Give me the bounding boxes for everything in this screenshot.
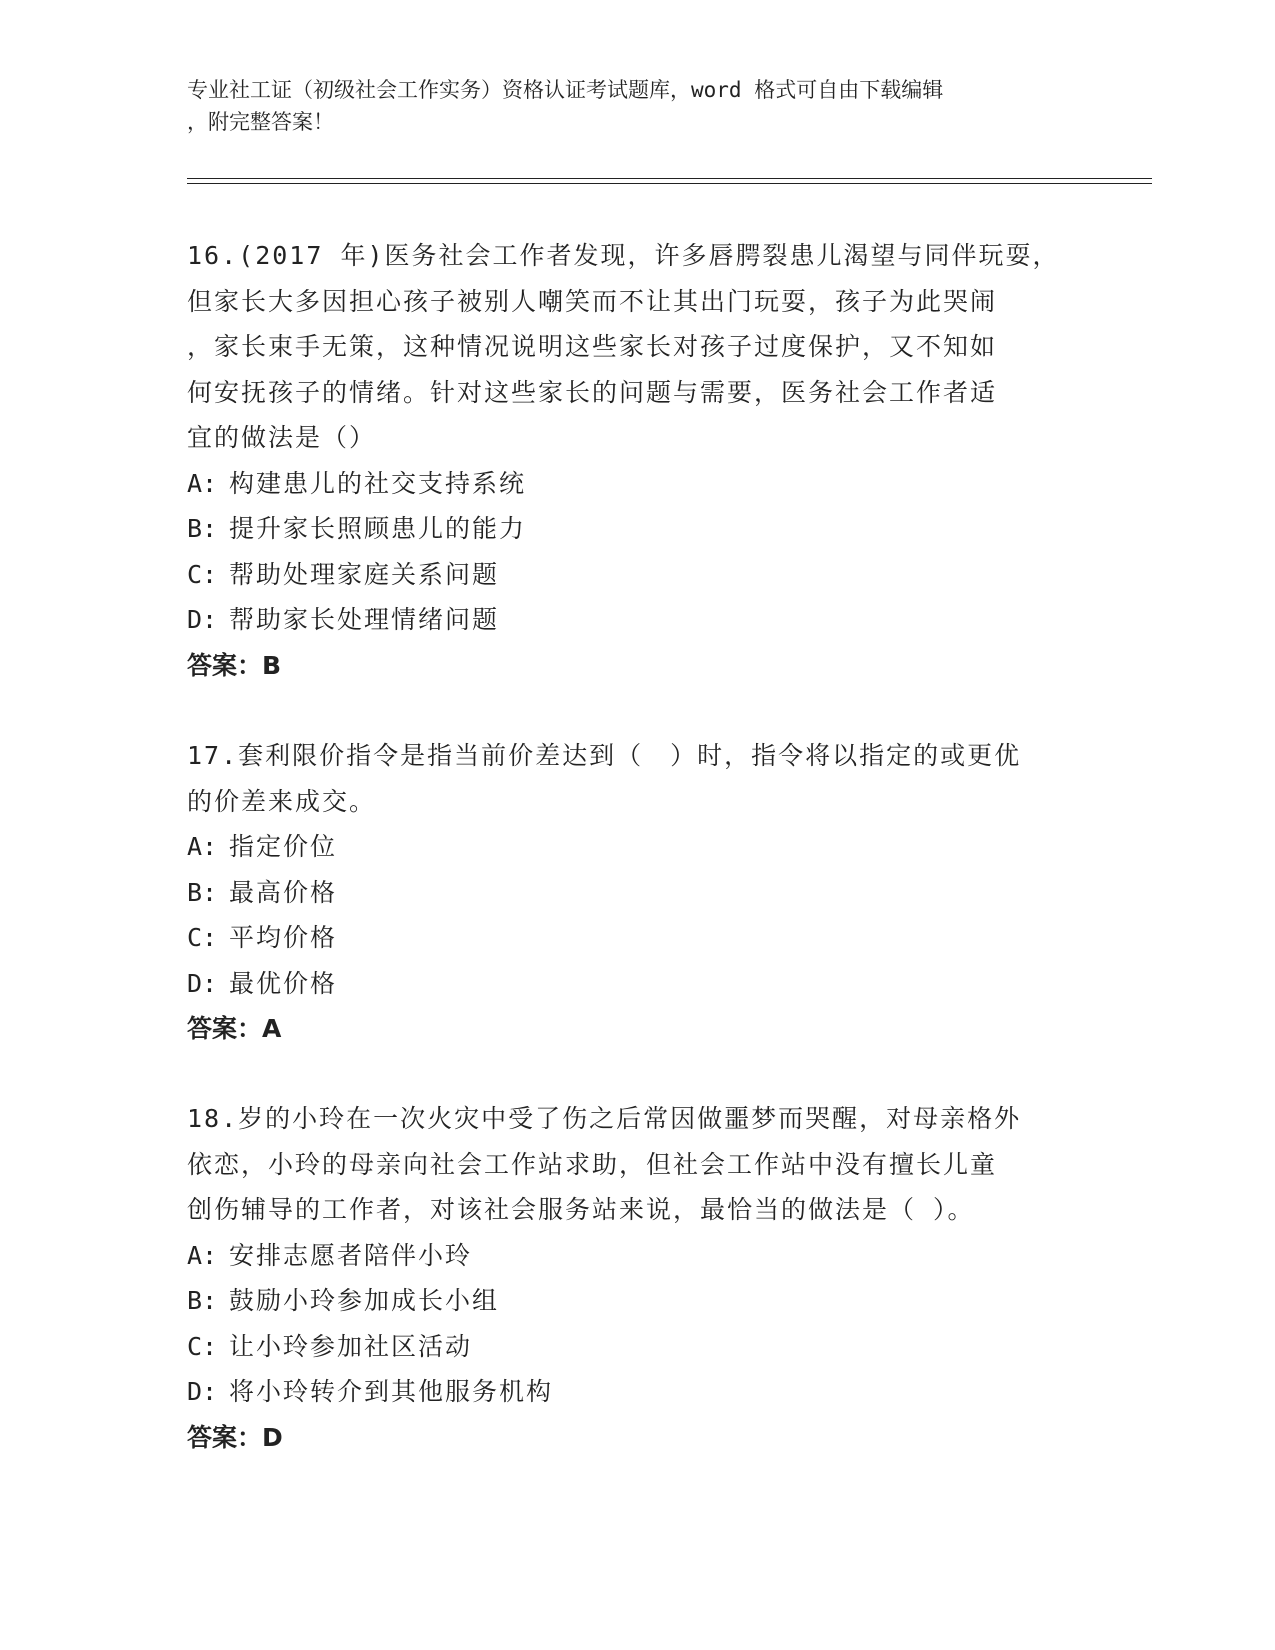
option-d (187, 1369, 1087, 1415)
question-text: 但家长大多因担心孩子被别人嘲笑而不让其出门玩耍，孩子为此哭闹 (187, 286, 998, 316)
option-text: 提升家长照顾患儿的能力 (229, 514, 527, 543)
question-text: 16.(2017 年)医务社会工作者发现，许多唇腭裂患儿渴望与同伴玩耍， (187, 241, 1060, 270)
question-text: 依恋，小玲的母亲向社会工作站求助，但社会工作站中没有擅长儿童 (187, 1149, 998, 1179)
option-c (187, 1324, 1087, 1370)
option-letter: B: (187, 514, 218, 543)
option-text: 帮助家长处理情绪问题 (229, 605, 500, 634)
option-d (187, 961, 1087, 1007)
question-text: 18.岁的小玲在一次火灾中受了伤之后常因做噩梦而哭醒，对母亲格外 (187, 1104, 1022, 1133)
question-text: 17.套利限价指令是指当前价差达到（ ）时，指令将以指定的或更优 (187, 741, 1022, 770)
option-letter: B: (187, 877, 218, 907)
question-text: 创伤辅导的工作者，对该社会服务站来说，最恰当的做法是（ ）。 (187, 1195, 975, 1224)
option-c (187, 915, 1087, 961)
option-letter: C: (187, 559, 218, 589)
answer-line: 答案：D (187, 1422, 283, 1452)
header-line: 专业社工证（初级社会工作实务）资格认证考试题库，word 格式可自由下载编辑 (187, 78, 944, 102)
header-divider (187, 183, 1152, 184)
option-text: 安排志愿者陪伴小玲 (229, 1240, 473, 1270)
header-divider (187, 178, 1152, 179)
option-b (187, 506, 1087, 552)
question-text: 的价差来成交。 (187, 786, 377, 816)
option-letter: D: (187, 1377, 218, 1406)
option-text: 鼓励小玲参加成长小组 (229, 1286, 500, 1315)
option-text: 将小玲转介到其他服务机构 (229, 1377, 554, 1406)
option-b (187, 1278, 1087, 1324)
header-line: ，附完整答案！ (187, 110, 334, 134)
option-c (187, 552, 1087, 598)
option-text: 构建患儿的社交支持系统 (229, 468, 527, 498)
question-text: ，家长束手无策，这种情况说明这些家长对孩子过度保护，又不知如 (187, 332, 998, 361)
question-block (187, 1096, 1087, 1460)
option-letter: A: (187, 832, 218, 861)
question-block (187, 233, 1087, 688)
option-a (187, 461, 1087, 507)
option-d (187, 597, 1087, 643)
option-letter: C: (187, 1331, 218, 1361)
answer-line: 答案：B (187, 650, 282, 680)
question-block (187, 733, 1087, 1052)
option-letter: A: (187, 468, 218, 498)
option-letter: B: (187, 1286, 218, 1315)
option-text: 最优价格 (229, 968, 338, 998)
option-b (187, 870, 1087, 916)
option-text: 帮助处理家庭关系问题 (229, 559, 500, 589)
option-text: 让小玲参加社区活动 (229, 1331, 473, 1361)
option-text: 平均价格 (229, 923, 338, 952)
question-text: 宜的做法是（） (187, 423, 377, 452)
document-header (187, 74, 1067, 138)
option-letter: A: (187, 1240, 218, 1270)
answer-line: 答案：A (187, 1014, 282, 1043)
question-text: 何安抚孩子的情绪。针对这些家长的问题与需要，医务社会工作者适 (187, 377, 998, 407)
option-letter: D: (187, 605, 218, 634)
option-text: 指定价位 (229, 832, 338, 861)
option-text: 最高价格 (229, 877, 338, 907)
option-a (187, 1233, 1087, 1279)
option-letter: C: (187, 923, 218, 952)
option-letter: D: (187, 968, 218, 998)
option-a (187, 824, 1087, 870)
